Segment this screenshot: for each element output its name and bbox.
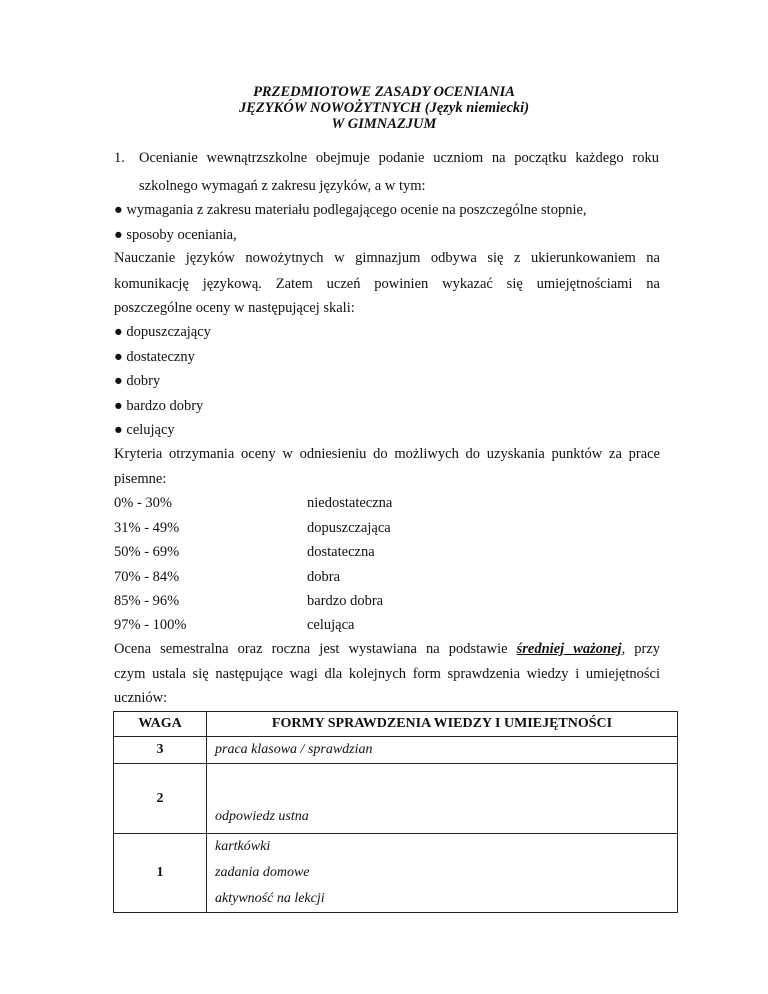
scale-grade: celująca (307, 617, 355, 633)
scale-range: 70% - 84% (114, 569, 180, 585)
document-title-line-3: W GIMNAZJUM (331, 116, 437, 132)
weights-table (113, 711, 678, 913)
document-title-line-1: PRZEDMIOTOWE ZASADY OCENIANIA (253, 84, 515, 100)
weighted-average-emphasis: średniej ważonej (516, 641, 622, 657)
form-item: kartkówki (215, 839, 271, 854)
scale-grade: dobra (307, 569, 341, 585)
table-row (114, 737, 678, 764)
paragraph-line-3: poszczególne oceny w następującej skali: (114, 300, 355, 316)
intro-bullet-2: ● sposoby oceniania, (114, 227, 237, 243)
form-item: aktywność na lekcji (215, 891, 325, 906)
scale-range: 0% - 30% (114, 495, 172, 511)
scale-range: 31% - 49% (114, 520, 180, 536)
semester-line-3: uczniów: (114, 690, 168, 706)
list-number: 1. (114, 150, 125, 166)
intro-line-1: Ocenianie wewnątrzszkolne obejmuje podanie uczniom na początku każdego roku (139, 150, 659, 166)
semester-text-before: Ocena semestralna oraz roczna jest wystawiana na podstawie (114, 641, 517, 657)
grade-item: ● dopuszczający (114, 324, 211, 340)
form-item: zadania domowe (215, 865, 310, 880)
weight-value: 1 (114, 834, 207, 913)
form-cell (207, 834, 678, 913)
table-row (114, 764, 678, 834)
scale-range: 85% - 96% (114, 593, 180, 609)
document-title-line-2: JĘZYKÓW NOWOŻYTNYCH (Język niemiecki) (238, 100, 530, 116)
intro-line-2: szkolnego wymagań z zakresu języków, a w tym: (139, 178, 426, 194)
criteria-line-2: pisemne: (114, 471, 167, 487)
weight-value: 3 (114, 737, 207, 764)
form-cell (207, 764, 678, 834)
grade-item: ● dobry (114, 373, 161, 389)
paragraph-line-2: komunikację językową. Zatem uczeń powinien wykazać się umiejętnościami na (114, 276, 660, 292)
scale-range: 50% - 69% (114, 544, 180, 560)
grade-item: ● celujący (114, 422, 175, 438)
scale-grade: bardzo dobra (307, 593, 384, 609)
table-header-row (114, 712, 678, 737)
table-row (114, 834, 678, 913)
semester-text-after: , przy (621, 641, 661, 657)
paragraph-line-1: Nauczanie języków nowożytnych w gimnazjum odbywa się z ukierunkowaniem na (114, 250, 660, 266)
criteria-line-1: Kryteria otrzymania oceny w odniesieniu do możliwych do uzyskania punktów za prace (114, 446, 660, 462)
intro-bullet-1: ● wymagania z zakresu materiału podlegającego ocenie na poszczególne stopnie, (114, 202, 587, 218)
scale-range: 97% - 100% (114, 617, 187, 633)
semester-line-1 (114, 641, 660, 658)
grade-item: ● dostateczny (114, 349, 195, 365)
header-forms: FORMY SPRAWDZENIA WIEDZY I UMIEJĘTNOŚCI (207, 712, 678, 737)
scale-grade: dostateczna (307, 544, 375, 560)
semester-line-2: czym ustala się następujące wagi dla kolejnych form sprawdzenia wiedzy i umiejętności (114, 666, 660, 682)
weight-value: 2 (114, 764, 207, 834)
header-weight: WAGA (114, 712, 207, 737)
form-item: praca klasowa / sprawdzian (215, 742, 373, 757)
grade-item: ● bardzo dobry (114, 398, 204, 414)
form-cell (207, 737, 678, 764)
form-item: odpowiedz ustna (215, 809, 309, 824)
scale-grade: dopuszczająca (307, 520, 391, 536)
scale-grade: niedostateczna (307, 495, 393, 511)
